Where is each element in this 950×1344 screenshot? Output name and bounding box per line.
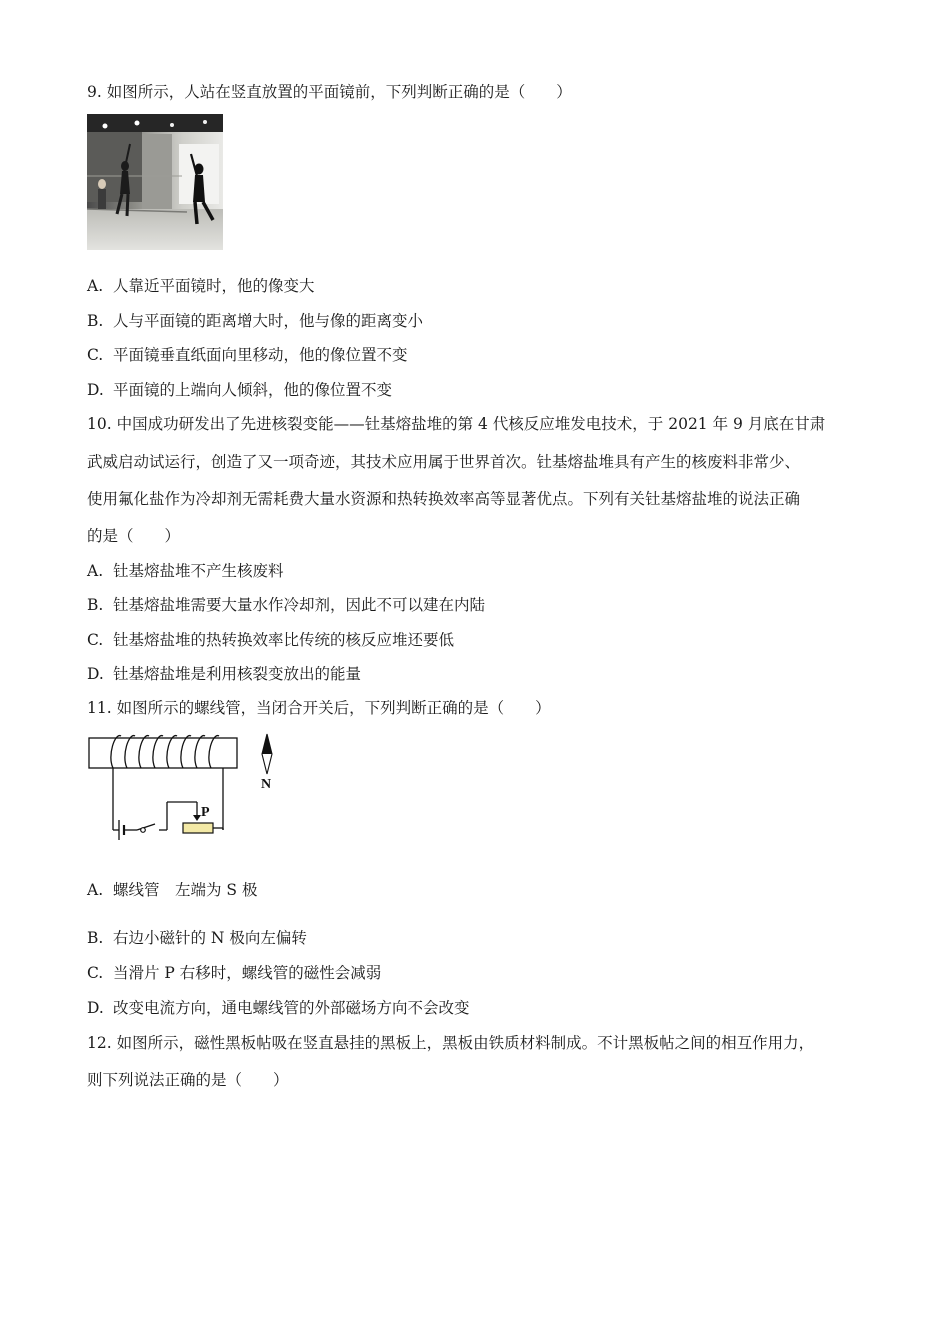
q9-option-a (87, 276, 315, 296)
option-text: 当滑片 P 右移时，螺线管的磁性会减弱 (113, 964, 382, 982)
option-letter: B. (87, 929, 104, 947)
option-letter: B. (87, 312, 104, 330)
q11-option-b (87, 928, 307, 948)
q10-stem-line-3: 使用氟化盐作为冷却剂无需耗费大量水资源和热转换效率高等显著优点。下列有关钍基熔盐堆的说法正确 (87, 490, 801, 508)
option-text: 钍基熔盐堆是利用核裂变放出的能量 (113, 665, 362, 683)
mirror-dance-photo (87, 114, 223, 250)
option-letter: A. (87, 562, 104, 580)
option-text: 右边小磁针的 N 极向左偏转 (113, 929, 307, 947)
q12-stem-line-1: 12. 如图所示，磁性黑板帖吸在竖直悬挂的黑板上，黑板由铁质材料制成。不计黑板帖之间的相互作用力， (87, 1034, 815, 1052)
option-letter: A. (87, 881, 104, 899)
option-text: 平面镜垂直纸面向里移动，他的像位置不变 (113, 346, 408, 364)
option-text: 平面镜的上端向人倾斜，他的像位置不变 (113, 381, 393, 399)
q12-stem-line-2: 则下列说法正确的是（ ） (87, 1071, 289, 1089)
q10-stem-line-4: 的是（ ） (87, 527, 181, 545)
option-letter: B. (87, 596, 104, 614)
option-letter: C. (87, 346, 104, 364)
compass-n-label: N (261, 777, 272, 792)
q9-option-d (87, 380, 392, 400)
option-letter: C. (87, 964, 104, 982)
q10-option-c (87, 630, 454, 650)
q11-stem: 11. 如图所示的螺线管，当闭合开关后，下列判断正确的是（ ） (87, 699, 551, 717)
option-text: 钍基熔盐堆不产生核废料 (113, 562, 284, 580)
slider-p-label: P (201, 805, 210, 820)
solenoid-circuit-diagram (85, 726, 285, 846)
option-text: 钍基熔盐堆的热转换效率比传统的核反应堆还要低 (113, 631, 455, 649)
q10-option-b (87, 595, 485, 615)
option-text: 螺线管 左端为 S 极 (113, 881, 258, 899)
q11-option-a (87, 880, 257, 900)
option-letter: D. (87, 999, 104, 1017)
q9-option-b (87, 311, 423, 331)
option-letter: A. (87, 277, 104, 295)
option-text: 人靠近平面镜时，他的像变大 (113, 277, 315, 295)
option-letter: D. (87, 381, 104, 399)
q11-option-c (87, 963, 381, 983)
option-text: 钍基熔盐堆需要大量水作冷却剂，因此不可以建在内陆 (113, 596, 486, 614)
q9-stem: 9. 如图所示，人站在竖直放置的平面镜前，下列判断正确的是（ ） (87, 83, 572, 101)
q10-stem-line-2: 武威启动试运行，创造了又一项奇迹，其技术应用属于世界首次。钍基熔盐堆具有产生的核废料非常少、 (87, 453, 801, 471)
option-text: 改变电流方向，通电螺线管的外部磁场方向不会改变 (113, 999, 470, 1017)
q9-option-c (87, 345, 408, 365)
q10-option-d (87, 664, 361, 684)
option-letter: D. (87, 665, 104, 683)
q10-option-a (87, 561, 284, 581)
option-text: 人与平面镜的距离增大时，他与像的距离变小 (113, 312, 424, 330)
option-letter: C. (87, 631, 104, 649)
q11-option-d (87, 998, 470, 1018)
q10-stem-line-1: 10. 中国成功研发出了先进核裂变能——钍基熔盐堆的第 4 代核反应堆发电技术，于 2021 年 9 月底在甘肃 (87, 415, 826, 433)
coil-turns (111, 736, 219, 768)
